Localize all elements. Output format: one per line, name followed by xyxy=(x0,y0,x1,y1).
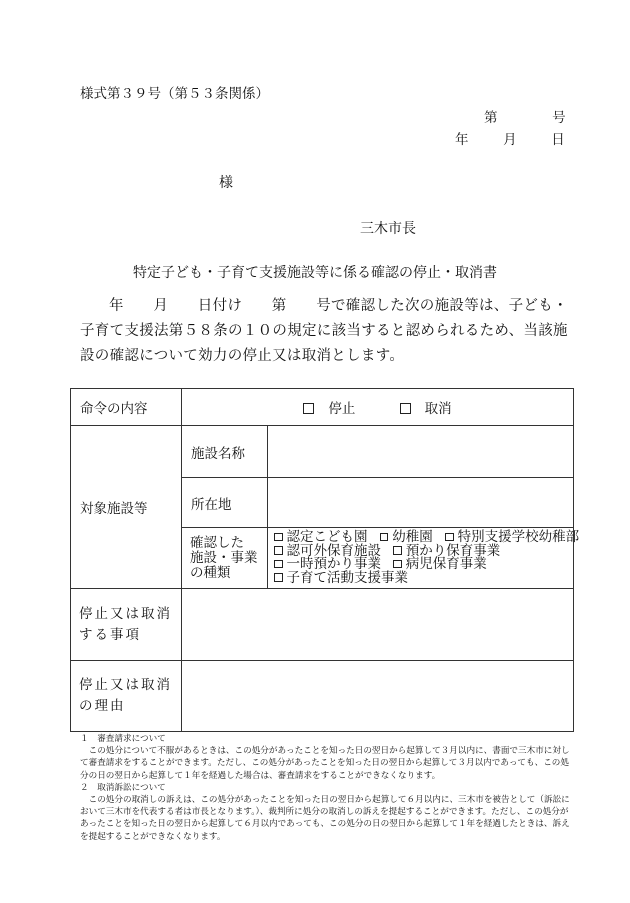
type-label-line: 確認した xyxy=(190,534,244,551)
issuer: 三木市長 xyxy=(360,221,416,237)
note-1-title: １ 審査請求について xyxy=(80,734,166,744)
order-options xyxy=(182,389,574,426)
document-number xyxy=(484,106,566,126)
date-day: 日 xyxy=(551,132,565,148)
suspend-items-label: 停止又は取消する事項 xyxy=(71,589,182,661)
checkbox-suspend[interactable] xyxy=(303,403,314,414)
type-option[interactable]: 認定こども園 xyxy=(274,531,368,545)
type-options xyxy=(268,528,580,589)
checkbox-icon[interactable] xyxy=(274,546,283,555)
type-option[interactable]: 幼稚園 xyxy=(380,531,433,545)
address-label: 所在地 xyxy=(182,478,268,528)
checkbox-icon[interactable] xyxy=(393,546,402,555)
checkbox-icon[interactable] xyxy=(274,560,283,569)
name-label: 施設名称 xyxy=(182,426,268,478)
reason-label: 停止又は取消の理由 xyxy=(71,661,182,732)
checkbox-icon[interactable] xyxy=(274,573,283,582)
checkbox-icon[interactable] xyxy=(393,560,402,569)
checkbox-cancel[interactable] xyxy=(400,403,411,414)
facility-label: 対象施設等 xyxy=(71,426,182,589)
note-2-title: ２ 取消訴訟について xyxy=(80,782,166,793)
type-option[interactable]: 病児保育事業 xyxy=(393,558,487,572)
type-option[interactable]: 特別支援学校幼稚部 xyxy=(445,531,579,545)
type-label xyxy=(182,528,268,589)
checkbox-icon[interactable] xyxy=(445,533,454,542)
checkbox-icon[interactable] xyxy=(380,533,389,542)
type-option[interactable]: 子育て活動支援事業 xyxy=(274,572,408,586)
type-label-line: の種類 xyxy=(190,564,231,581)
option-cancel[interactable] xyxy=(400,397,452,417)
doc-number-dai: 第 xyxy=(484,110,498,126)
notes xyxy=(80,733,570,843)
notice-table xyxy=(70,388,580,732)
option-suspend[interactable] xyxy=(303,397,355,417)
body-paragraph: 年 月 日付け 第 号で確認した次の施設等は、子ども・子育て支援法第５８条の１０の規定に該当すると認められるため、当該施設の確認について効力の停止又は取消とします。 xyxy=(80,298,568,364)
addressee: 様 xyxy=(219,175,233,191)
checkbox-icon[interactable] xyxy=(274,533,283,542)
name-field[interactable] xyxy=(268,426,574,478)
date-year: 年 xyxy=(455,132,469,148)
doc-number-go: 号 xyxy=(552,110,566,126)
issue-date xyxy=(455,128,565,148)
date-month: 月 xyxy=(503,132,517,148)
address-field[interactable] xyxy=(268,478,574,528)
document-title: 特定子ども・子育て支援施設等に係る確認の停止・取消書 xyxy=(133,265,497,281)
type-option[interactable]: 一時預かり事業 xyxy=(274,558,381,572)
order-label: 命令の内容 xyxy=(71,389,182,426)
type-option[interactable]: 認可外保育施設 xyxy=(274,545,381,559)
form-number: 様式第３９号（第５３条関係） xyxy=(80,86,269,102)
type-option[interactable]: 預かり保育事業 xyxy=(393,545,500,559)
reason-field[interactable] xyxy=(182,661,574,732)
type-label-line: 施設・事業 xyxy=(190,549,258,566)
suspend-items-field[interactable] xyxy=(182,589,574,661)
note-2-body: この処分の取消しの訴えは、この処分があったことを知った日の翌日から起算して６月以内に、三木市を被告として（訴訟において三木市を代表する者は市長となります。）、裁判所に処分の取消しの訴えを提起することができます。ただし、この処分があったことを知った日の翌日から起算して６月以内であっても、この処分の日の翌日から起算して１年を経過したときは、訴えを提起することができなくなります。 xyxy=(80,795,570,842)
option-cancel-label: 取消 xyxy=(424,401,452,417)
option-suspend-label: 停止 xyxy=(328,401,356,417)
note-1-body: この処分について不服があるときは、この処分があったことを知った日の翌日から起算して３月以内に、書面で三木市に対して審査請求をすることができます。ただし、この処分があったことを知った日の翌日から起算して３月以内であっても、この処分の日の翌日から起算して１年を経過した場合は、審査請求をすることができなくなります。 xyxy=(80,746,570,781)
